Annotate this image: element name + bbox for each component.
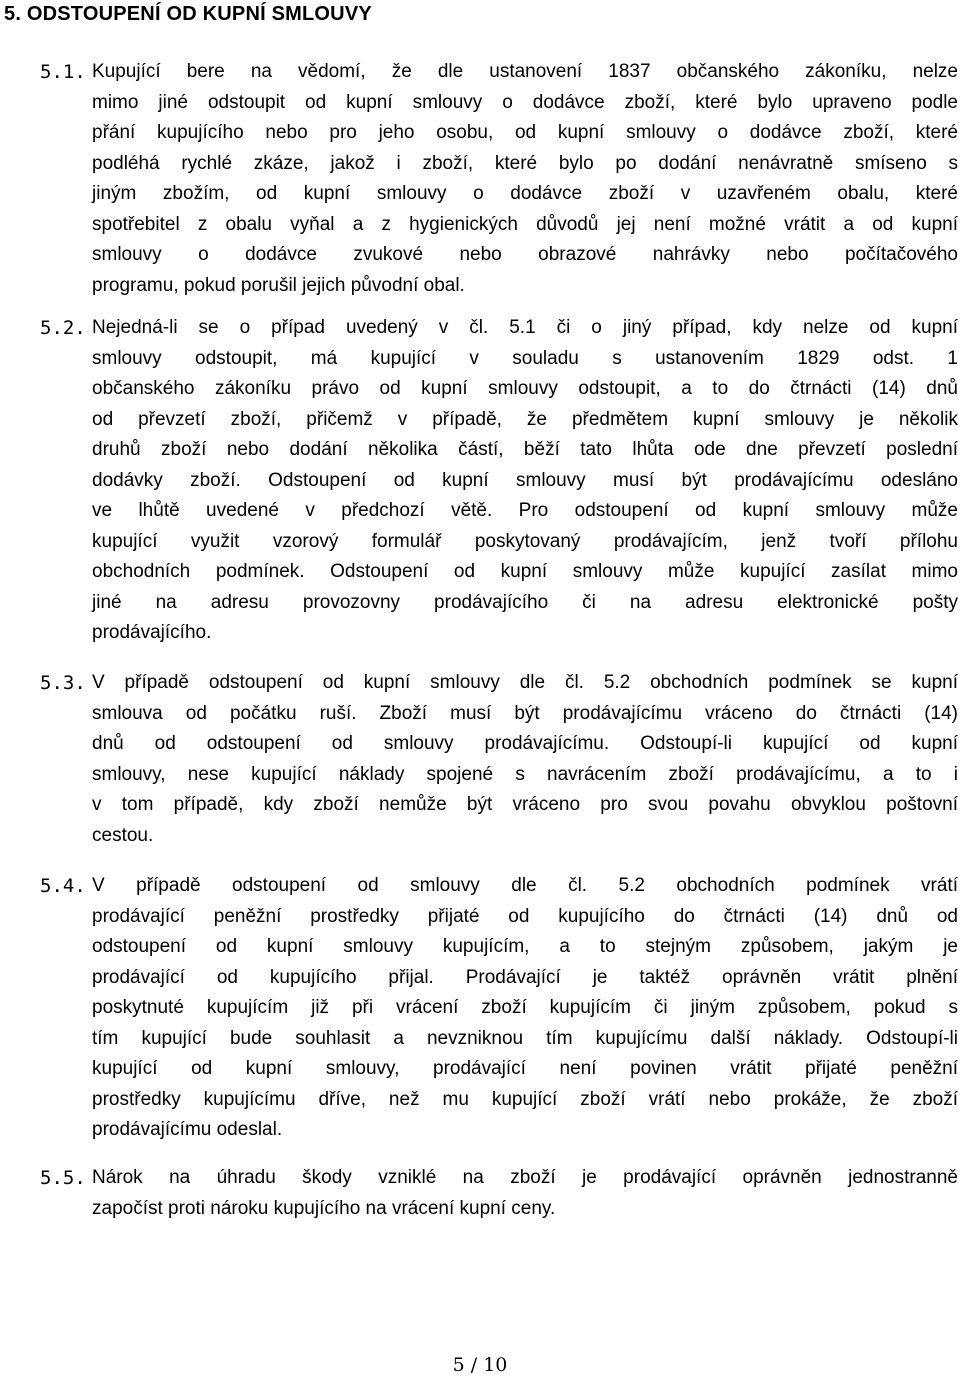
text-line: Nárok na úhradu škody vzniklé na zboží je prodávající oprávněn jednostranně [92, 1167, 958, 1188]
text-line: kupující od kupní smlouvy, prodávající není povinen vrátit přijaté peněžní [92, 1058, 958, 1079]
clause-text [92, 1163, 958, 1224]
page-number: 5 / 10 [452, 1354, 508, 1376]
text-line: započíst proti nároku kupujícího na vrácení kupní ceny. [92, 1197, 556, 1219]
text-line: cestou. [92, 824, 154, 846]
clause-5-4 [0, 871, 958, 1146]
text-line: smlouvy o dodávce zvukové nebo obrazové nahrávky nebo počítačového [92, 244, 958, 265]
text-line: přání kupujícího nebo pro jeho osobu, od kupní smlouvy o dodávce zboží, které [92, 122, 958, 143]
text-line: smlouva od počátku ruší. Zboží musí být prodávajícímu vráceno do čtrnácti (14) [92, 702, 958, 724]
text-line: tím kupující bude souhlasit a nevzniknou tím kupujícímu další náklady. Odstoupí-li [92, 1027, 958, 1049]
text-line: Kupující bere na vědomí, že dle ustanovení 1837 občanského zákoníku, nelze [92, 61, 958, 82]
text-line: smlouvy odstoupit, má kupující v souladu s ustanovením 1829 odst. 1 [92, 347, 958, 369]
text-line: V případě odstoupení od kupní smlouvy dle čl. 5.2 obchodních podmínek se kupní [92, 672, 958, 693]
text-line: programu, pokud porušil jejich původní obal. [92, 274, 465, 296]
clause-text [92, 57, 958, 301]
text-line: dodávky zboží. Odstoupení od kupní smlouvy musí být prodávajícímu odesláno [92, 469, 958, 491]
text-line: obchodních podmínek. Odstoupení od kupní smlouvy může kupující zasílat mimo [92, 561, 958, 582]
text-line: Nejedná-li se o případ uvedený v čl. 5.1 či o jiný případ, kdy nelze od kupní [92, 317, 958, 338]
text-line: kupující využit vzorový formulář poskytovaný prodávajícím, jenž tvoří přílohu [92, 530, 958, 552]
clause-text [92, 871, 958, 1146]
text-line: ve lhůtě uvedené v předchozí větě. Pro odstoupení od kupní smlouvy může [92, 500, 958, 521]
text-line: mimo jiné odstoupit od kupní smlouvy o dodávce zboží, které bylo upraveno podle [92, 91, 958, 113]
text-line: dnů od odstoupení od smlouvy prodávajícímu. Odstoupí-li kupující od kupní [92, 733, 958, 754]
text-line: prodávajícímu odeslal. [92, 1119, 283, 1140]
text-line: podléhá rychlé zkáze, jakož i zboží, které bylo po dodání nenávratně smíseno s [92, 152, 958, 174]
clause-number: 5.2. [40, 317, 86, 339]
clause-5-2 [0, 313, 958, 649]
clause-number: 5.5. [40, 1167, 86, 1189]
clause-number: 5.4. [40, 875, 86, 897]
text-line: V případě odstoupení od smlouvy dle čl. 5.2 obchodních podmínek vrátí [92, 875, 958, 896]
text-line: prodávající od kupujícího přijal. Prodávající je taktéž oprávněn vrátit plnění [92, 966, 958, 988]
text-line: spotřebitel z obalu vyňal a z hygienických důvodů jej není možné vrátit a od kupní [92, 213, 958, 235]
clause-5-5 [0, 1163, 958, 1224]
text-line: od převzetí zboží, přičemž v případě, že předmětem kupní smlouvy je několik [92, 408, 958, 430]
text-line: prodávajícího. [92, 622, 212, 643]
text-line: odstoupení od kupní smlouvy kupujícím, a to stejným způsobem, jakým je [92, 936, 958, 957]
text-line: v tom případě, kdy zboží nemůže být vráceno pro svou povahu obvyklou poštovní [92, 794, 958, 815]
clause-text [92, 313, 958, 649]
clause-text [92, 668, 958, 851]
text-line: druhů zboží nebo dodání několika částí, běží tato lhůta ode dne převzetí poslední [92, 439, 958, 460]
section-heading: 5. ODSTOUPENÍ OD KUPNÍ SMLOUVY [4, 3, 372, 25]
clause-number: 5.1. [40, 61, 86, 83]
clause-5-1 [0, 57, 958, 301]
clause-number: 5.3. [40, 672, 86, 694]
text-line: občanského zákoníku právo od kupní smlouvy odstoupit, a to do čtrnácti (14) dnů [92, 378, 958, 399]
text-line: smlouvy, nese kupující náklady spojené s navrácením zboží prodávajícímu, a to i [92, 763, 958, 785]
text-line: jiné na adresu provozovny prodávajícího či na adresu elektronické pošty [92, 591, 958, 613]
clause-5-3 [0, 668, 958, 851]
text-line: poskytnuté kupujícím již při vrácení zboží kupujícím či jiným způsobem, pokud s [92, 997, 958, 1018]
text-line: prostředky kupujícímu dříve, než mu kupující zboží vrátí nebo prokáže, že zboží [92, 1088, 958, 1110]
text-line: prodávající peněžní prostředky přijaté od kupujícího do čtrnácti (14) dnů od [92, 905, 958, 927]
text-line: jiným zbožím, od kupní smlouvy o dodávce zboží v uzavřeném obalu, které [92, 183, 958, 204]
